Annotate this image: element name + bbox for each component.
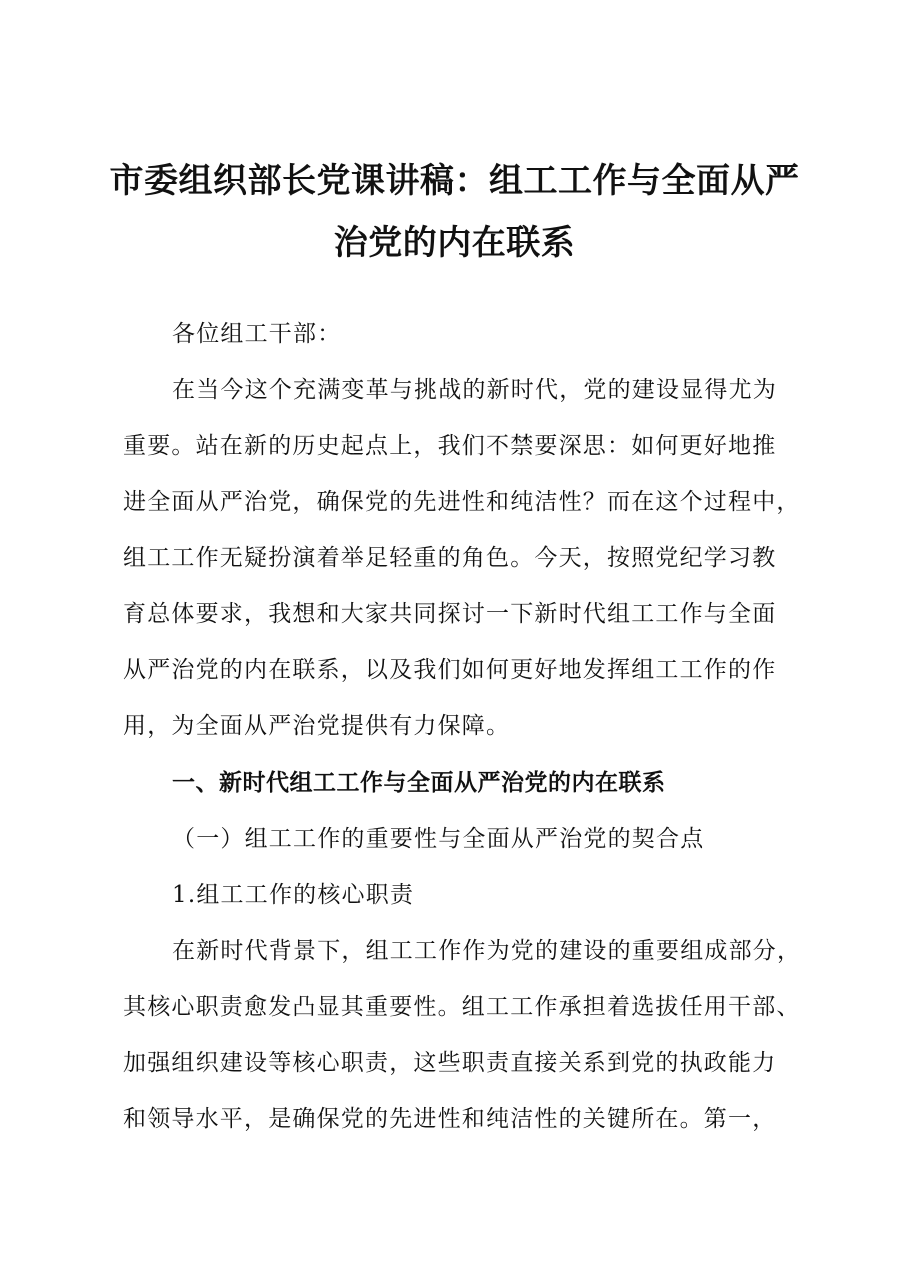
paragraph-2-line-1: 在新时代背景下，组工工作作为党的建设的重要组成部分，: [172, 938, 802, 964]
paragraph-2-line-2: 其核心职责愈发凸显其重要性。组工工作承担着选拔任用干部、: [123, 994, 801, 1020]
title-line-1: 市委组织部长党课讲稿：组工工作与全面从严: [109, 161, 800, 201]
paragraph-1-line-3: 进全面从严治党，确保党的先进性和纯洁性？而在这个过程中，: [123, 489, 801, 515]
section-heading-2: （一）组工工作的重要性与全面从严治党的契合点: [172, 826, 705, 852]
document-title: [100, 150, 809, 274]
paragraph-1-line-2: 重要。站在新的历史起点上，我们不禁要深思：如何更好地推: [123, 433, 777, 459]
paragraph-1-line-6: 从严治党的内在联系，以及我们如何更好地发挥组工工作的作: [123, 657, 777, 683]
section-heading-3: 1.组工工作的核心职责: [172, 882, 415, 908]
paragraph-1-line-5: 育总体要求，我想和大家共同探讨一下新时代组工工作与全面: [123, 601, 777, 627]
paragraph-1-line-4: 组工工作无疑扮演着举足轻重的角色。今天，按照党纪学习教: [123, 545, 777, 571]
paragraph-2-line-3: 加强组织建设等核心职责，这些职责直接关系到党的执政能力: [123, 1050, 777, 1076]
paragraph-2-line-4: 和领导水平，是确保党的先进性和纯洁性的关键所在。第一，: [123, 1106, 777, 1132]
salutation: 各位组工干部：: [172, 321, 342, 347]
title-line-2: 治党的内在联系: [333, 223, 576, 263]
paragraph-1-line-1: 在当今这个充满变革与挑战的新时代，党的建设显得尤为: [172, 377, 777, 403]
section-heading-1: 一、新时代组工工作与全面从严治党的内在联系: [172, 770, 666, 796]
paragraph-1-line-7: 用，为全面从严治党提供有力保障。: [123, 713, 511, 739]
